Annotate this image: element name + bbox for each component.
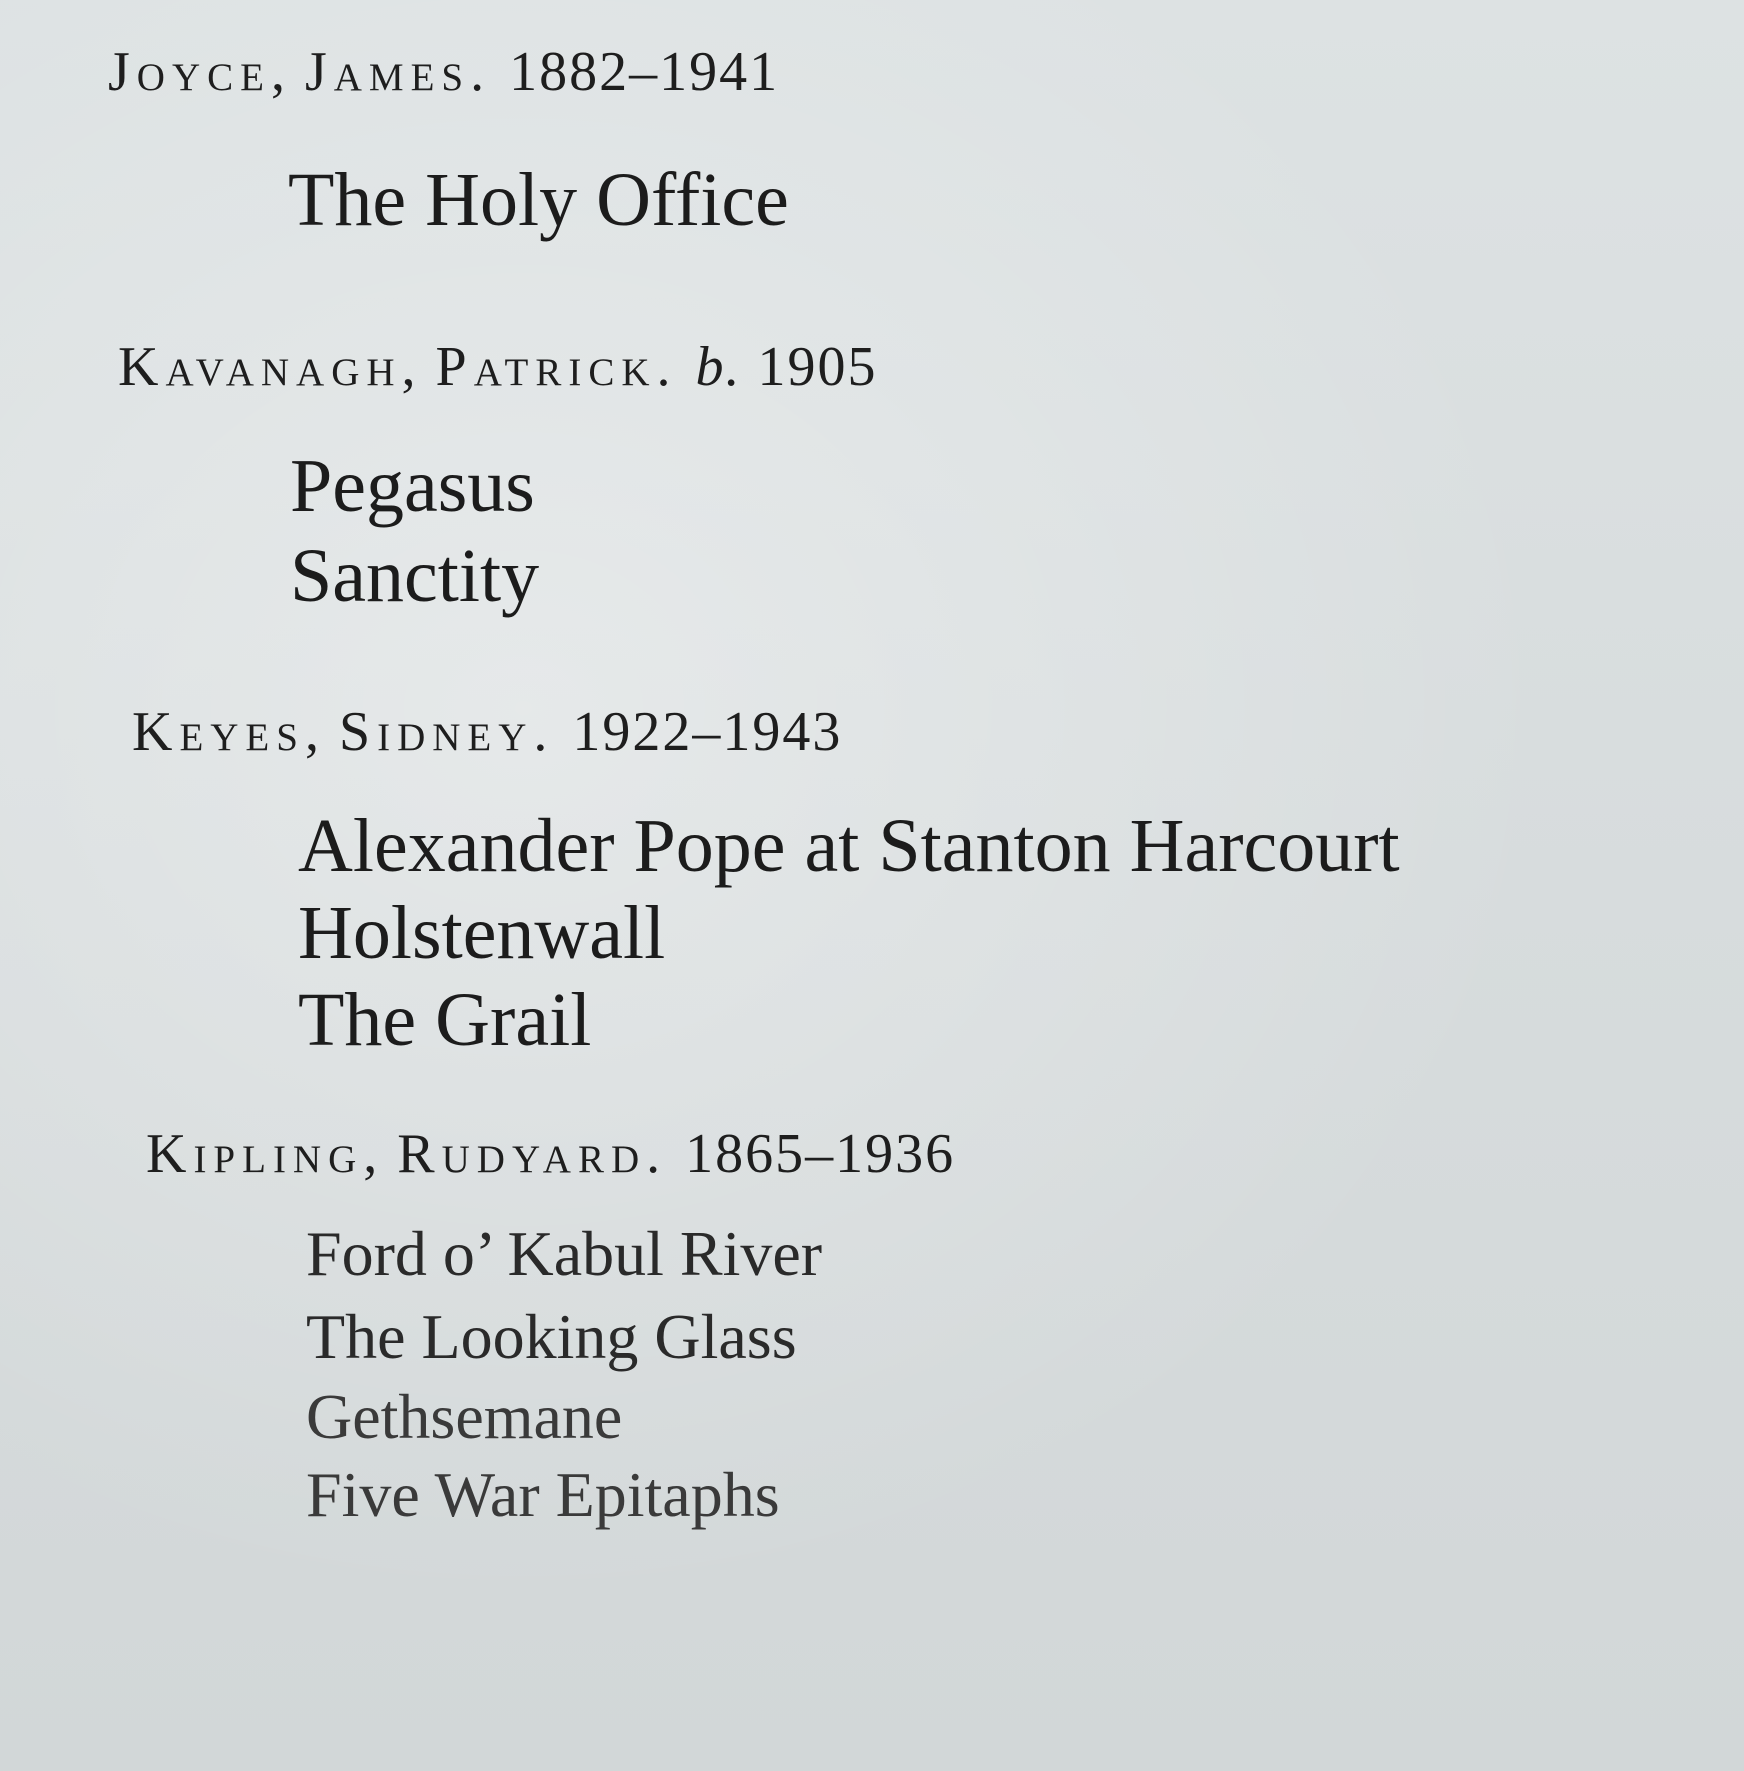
author-surname: Kipling (146, 1123, 364, 1185)
heading-period: . (656, 336, 674, 398)
author-heading (132, 700, 842, 764)
heading-period: . (470, 41, 488, 103)
author-dates (696, 336, 878, 398)
heading-comma: , (363, 1123, 398, 1185)
poem-title: The Looking Glass (306, 1301, 797, 1372)
poem-title: Sanctity (290, 534, 540, 618)
poem-title: The Grail (298, 978, 592, 1062)
poem-title: Five War Epitaphs (306, 1459, 780, 1530)
author-surname: Joyce (108, 41, 271, 103)
author-dates: 1922–1943 (572, 701, 843, 763)
poem-title: Ford o’ Kabul River (306, 1218, 823, 1289)
author-forename: Sidney (338, 701, 534, 763)
heading-period: . (533, 701, 551, 763)
poem-title: The Holy Office (288, 158, 789, 242)
poem-title: Gethsemane (306, 1381, 623, 1452)
heading-comma: , (270, 41, 305, 103)
author-forename: Rudyard (397, 1123, 647, 1185)
author-heading (146, 1122, 955, 1186)
poem-title: Pegasus (290, 444, 535, 528)
author-dates: 1865–1936 (685, 1123, 956, 1185)
heading-comma: , (304, 701, 339, 763)
author-surname: Kavanagh (118, 336, 402, 398)
author-heading (108, 40, 779, 104)
born-year: 1905 (757, 336, 878, 398)
heading-comma: , (401, 336, 436, 398)
author-heading (118, 335, 878, 399)
author-surname: Keyes (132, 701, 305, 763)
poem-title: Holstenwall (298, 891, 666, 975)
author-dates: 1882–1941 (509, 41, 780, 103)
poem-title: Alexander Pope at Stanton Harcourt (298, 804, 1400, 888)
born-prefix: b. (695, 336, 742, 398)
heading-period: . (646, 1123, 664, 1185)
author-forename: Patrick (435, 336, 657, 398)
author-forename: James (304, 41, 471, 103)
